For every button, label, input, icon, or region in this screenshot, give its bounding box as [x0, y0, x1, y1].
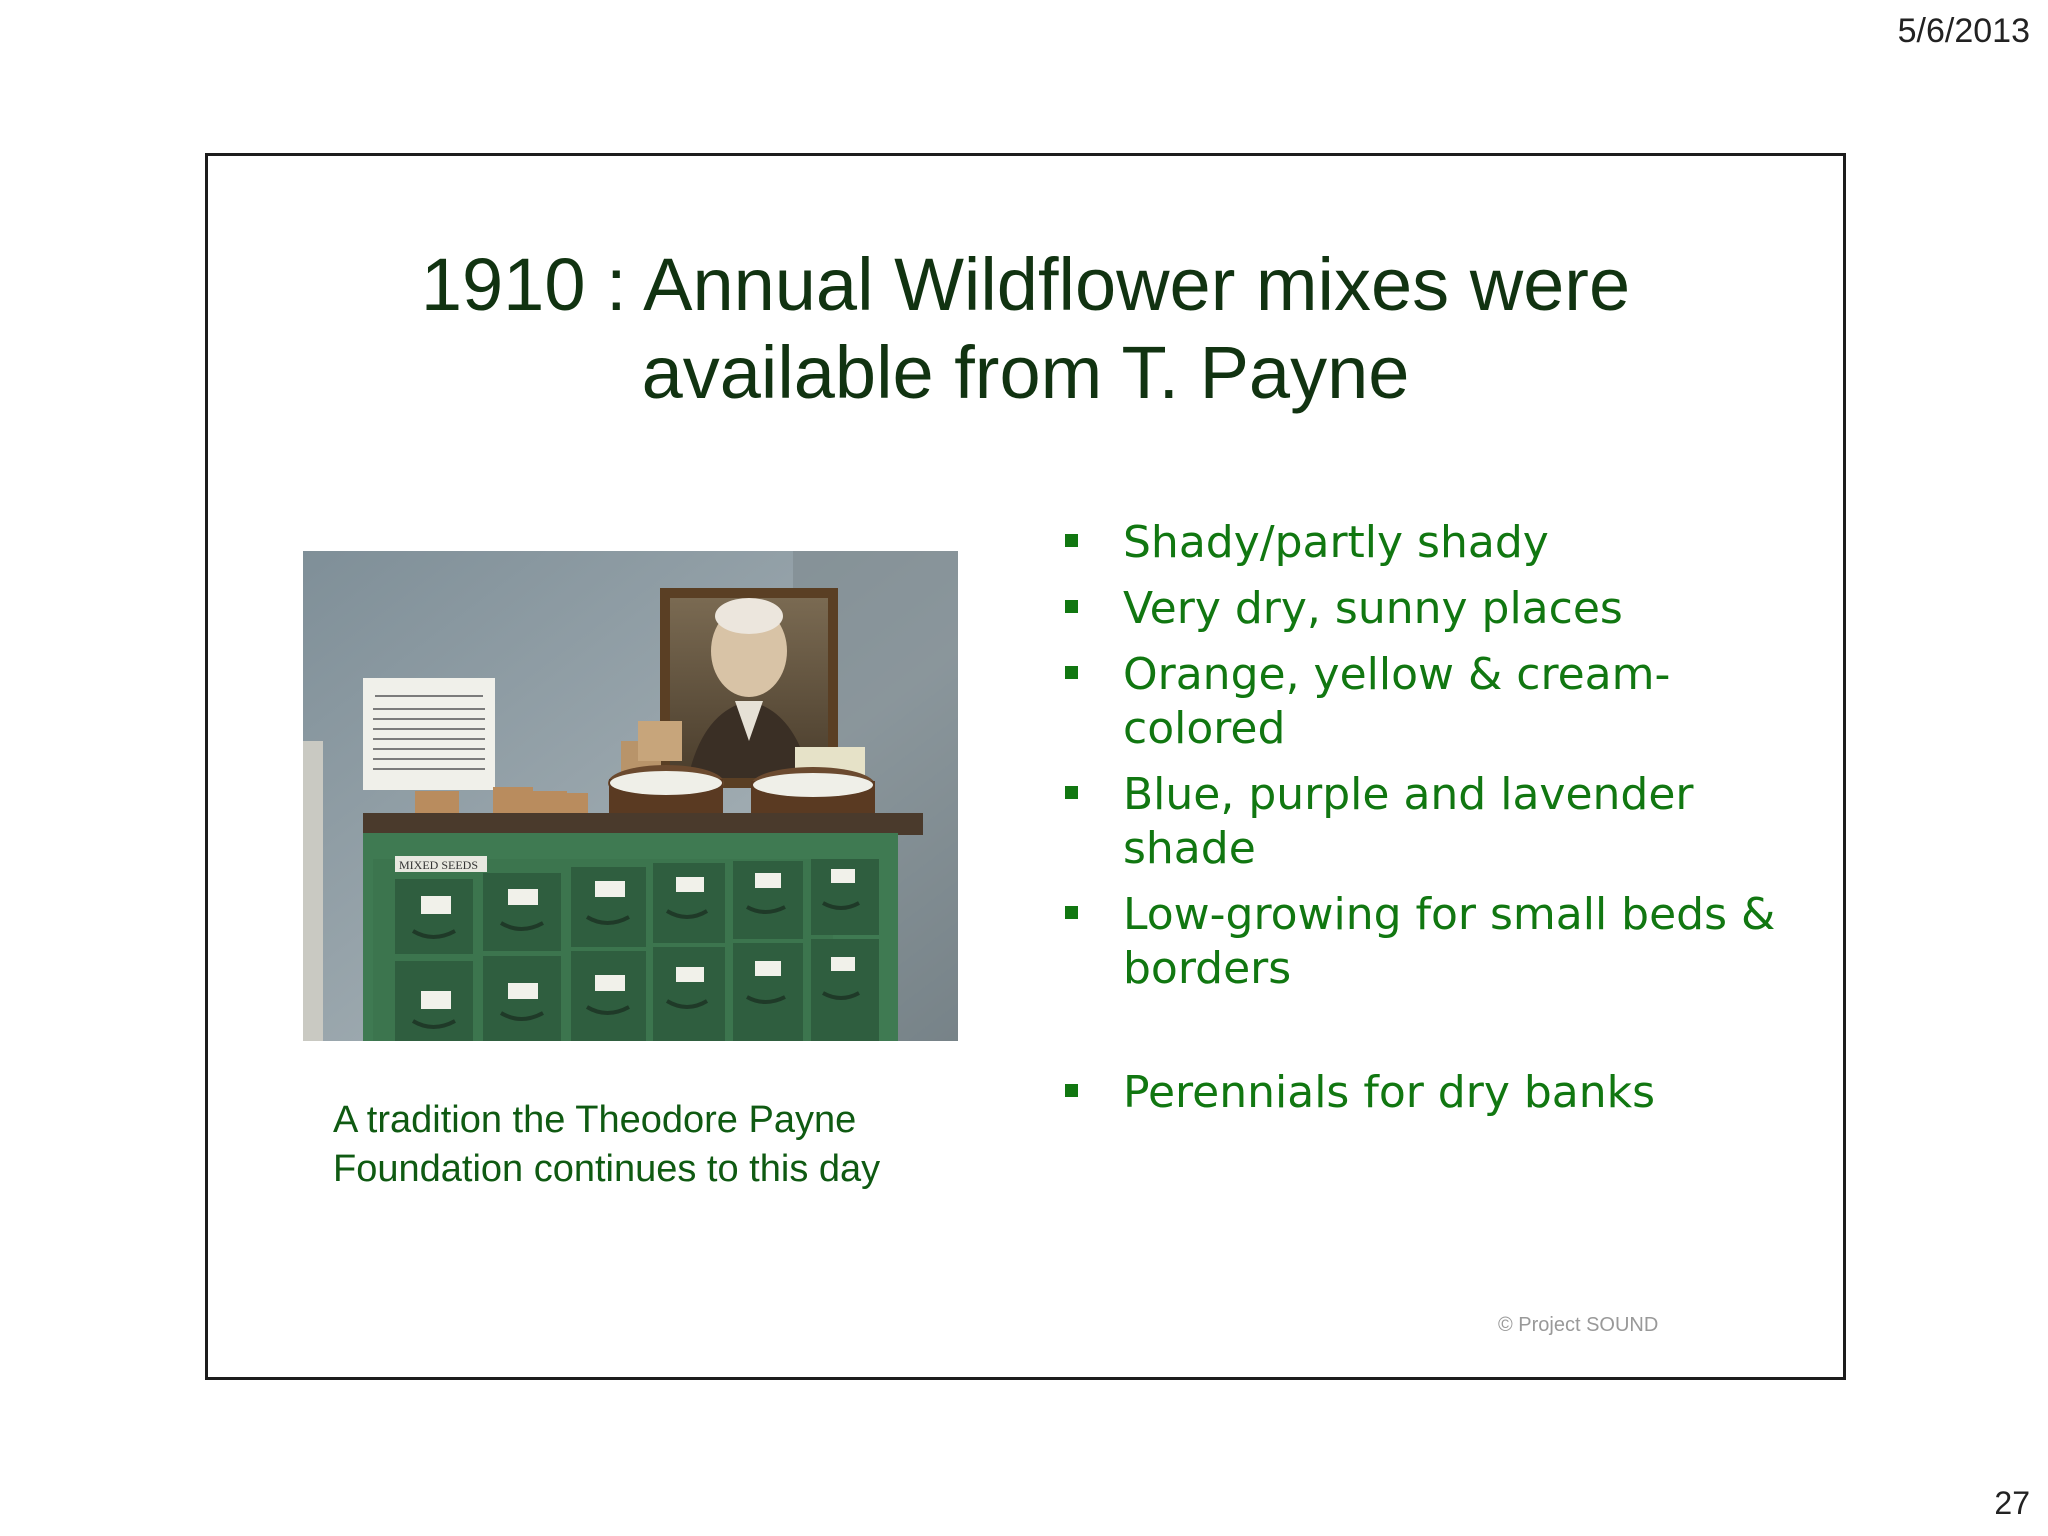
bullet-item [1063, 888, 1823, 996]
square-bullet-icon [1065, 786, 1078, 799]
bullet-text: Blue, purple and lavender shade [1123, 769, 1694, 874]
bullet-text: Orange, yellow & cream-colored [1123, 649, 1671, 754]
square-bullet-icon [1065, 534, 1078, 547]
slide-frame [205, 153, 1846, 1380]
bullet-text: Low-growing for small beds & borders [1123, 889, 1776, 994]
title-line-1: 1910 : Annual Wildflower mixes were [420, 243, 1631, 326]
posted-price-sheet [363, 678, 495, 790]
slide-title [208, 241, 1843, 417]
seed-cabinet [363, 833, 898, 1041]
seed-cabinet-illustration [303, 551, 958, 1041]
square-bullet-icon [1065, 1084, 1078, 1097]
copyright-notice: © Project SOUND [1498, 1314, 1659, 1336]
bullet-item [1063, 648, 1823, 756]
bullet-text: Perennials for dry banks [1123, 1067, 1656, 1118]
square-bullet-icon [1065, 906, 1078, 919]
bullet-item [1063, 582, 1823, 636]
square-bullet-icon [1065, 666, 1078, 679]
bullet-text: Shady/partly shady [1123, 517, 1549, 568]
svg-text:MIXED SEEDS: MIXED SEEDS [399, 858, 479, 872]
title-line-2: available from T. Payne [641, 331, 1410, 414]
bullet-text: Very dry, sunny places [1123, 583, 1623, 634]
slide-date: 5/6/2013 [1897, 12, 2030, 50]
photo-caption [333, 1096, 973, 1194]
caption-line-1: A tradition the Theodore Payne [333, 1099, 857, 1141]
page-number: 27 [1994, 1485, 2030, 1521]
bullet-item [1063, 516, 1823, 570]
bullet-item [1063, 1066, 1823, 1120]
square-bullet-icon [1065, 600, 1078, 613]
bullet-list [1063, 516, 1823, 1132]
caption-line-2: Foundation continues to this day [333, 1148, 881, 1190]
seed-cabinet-photo [303, 551, 958, 1041]
bullet-item [1063, 768, 1823, 876]
